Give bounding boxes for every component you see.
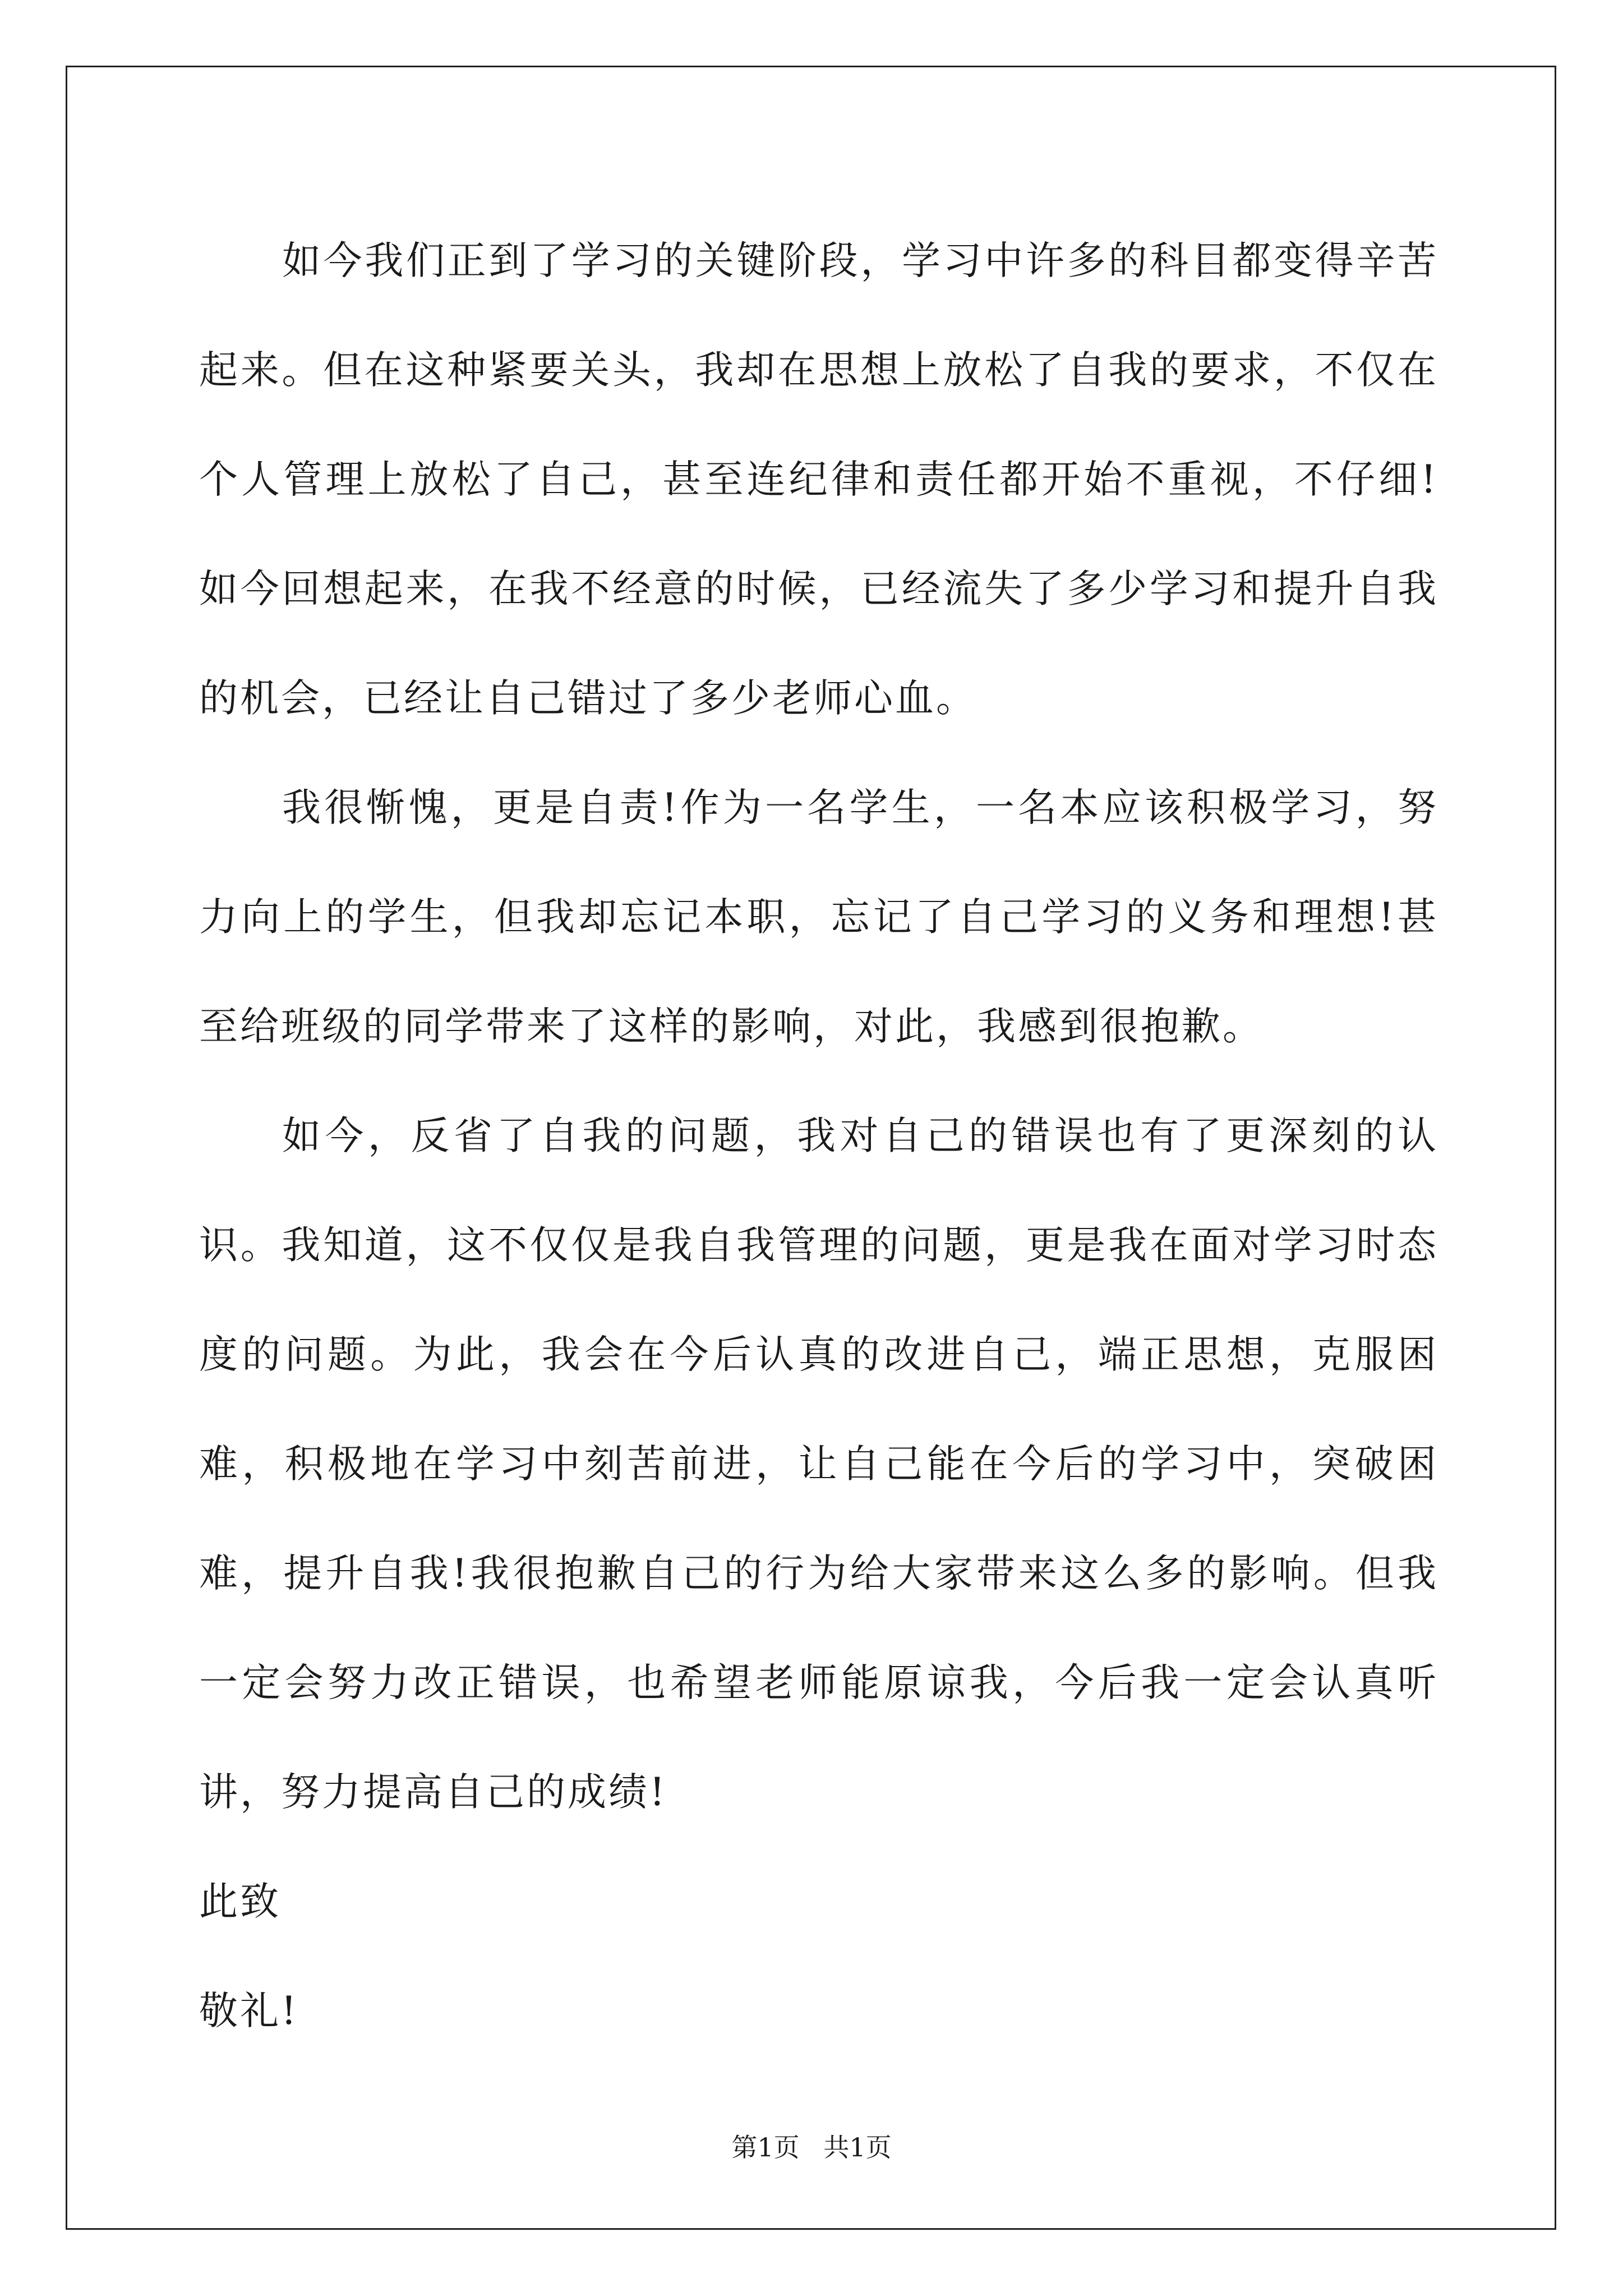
paragraph-3: 如今，反省了自我的问题，我对自己的错误也有了更深刻的认识。我知道，这不仅仅是我自我管理的问题，更是我在面对学习时态度的问题。为此，我会在今后认真的改进自己，端正思想，克服困难，积极地在学习中刻苦前进，让自己能在今后的学习中，突破困难，提升自我!我很抱歉自己的行为给大家带来这么多的影响。但我一定会努力改正错误，也希望老师能原谅我，今后我一定会认真听讲，努力提高自己的成绩! <box>199 1114 1438 1815</box>
page-number: 第1页 <box>731 2132 800 2162</box>
paragraph-1: 如今我们正到了学习的关键阶段，学习中许多的科目都变得辛苦起来。但在这种紧要关头，我却在思想上放松了自我的要求，不仅在个人管理上放松了自己，甚至连纪律和责任都开始不重视，不仔细!如今回想起来，在我不经意的时候，已经流失了多少学习和提升自我的机会，已经让自己错过了多少老师心血。 <box>199 238 1438 721</box>
page-footer <box>0 2131 1623 2164</box>
page-total: 共1页 <box>823 2132 892 2162</box>
document-body <box>199 206 1438 2066</box>
closing-salutation: 此致 <box>199 1879 281 1924</box>
closing-regards: 敬礼! <box>199 1989 299 2033</box>
paragraph-2: 我很惭愧，更是自责!作为一名学生，一名本应该积极学习，努力向上的学生，但我却忘记本职，忘记了自己学习的义务和理想!甚至给班级的同学带来了这样的影响，对此，我感到很抱歉。 <box>199 785 1438 1049</box>
